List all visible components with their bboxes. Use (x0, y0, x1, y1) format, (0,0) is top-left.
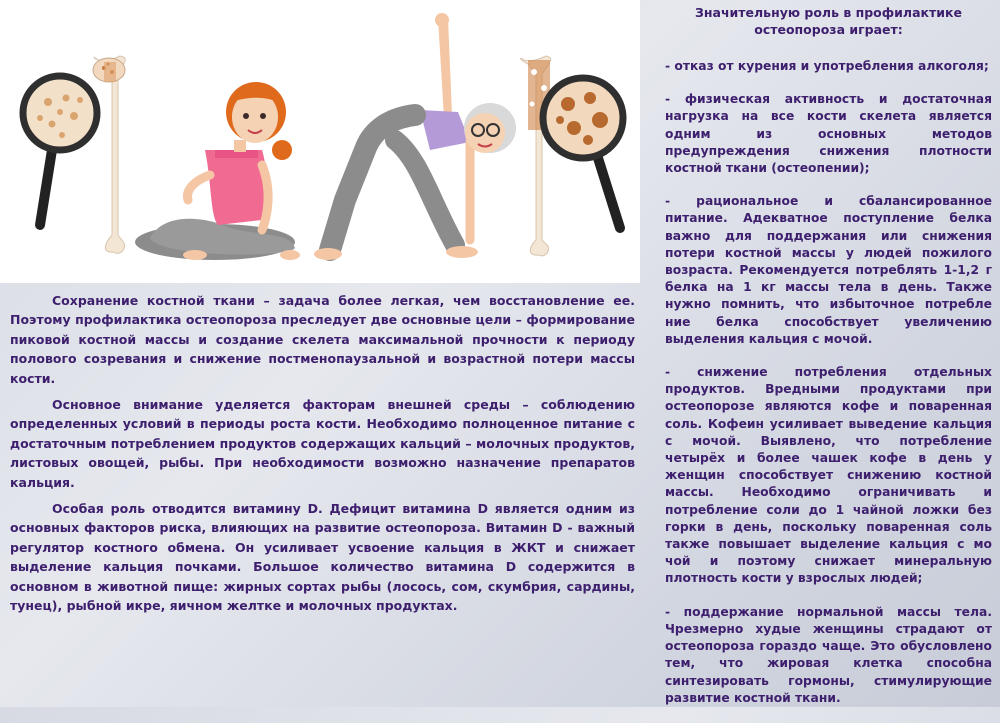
magnifier-porous-icon (543, 78, 623, 228)
young-woman-figure (135, 82, 300, 260)
porous-bone-icon (521, 56, 551, 256)
left-column-text (10, 291, 635, 623)
magnifier-healthy-icon (23, 76, 97, 225)
paragraph-vitamin-d: Особая роль отводится витамину D. Дефицит витамина D является одним из основных факторов риска, влияющих на развитие остеопороза. Витамин D - важный регулятор костного обмена. Он усиливает усвоение кальция в ЖКТ и снижает выделение кальция почками. Большое количество витамина D содержится в основном в животной пище: жирных сортах рыбы (лосось, сом, скумбрия, сардины, тунец), рыбной икре, яичном желтке и молочных продуктах. (10, 501, 635, 614)
list-item-physical-activity: - физическая активность и достаточная нагрузка на все кости скелета является одним из основных методов предупреждения снижения плотности костной ткани (остеопении); (665, 92, 992, 176)
elderly-woman-figure (314, 13, 516, 260)
paragraph-environment-factors: Основное внимание уделяется факторам внешней среды – соблюдению определенных условий в периоды роста кости. Необходимо полноценное питание с достаточным потреблением продуктов содержащих кальций – молочных продуктов, листовых овощей, рыбы. При необходимости возможно назначение препаратов кальция. (10, 397, 635, 490)
prevention-heading: Значительную роль в профилактике остеопороза играет: (695, 5, 962, 37)
list-item-nutrition: - рациональное и сбалансированное питание. Адекватное поступление белка важно для поддержания или снижения потери костной массы у людей пожилого возраста. Рекомендуется потреблять 1-1,2 г белка на 1 кг массы тела в день. Также нужно помнить, что избыточное потребле ние белка способствует увеличению выделения кальция с мочой. (665, 194, 992, 346)
right-column-text (665, 4, 992, 723)
list-item-food-limits: - снижение потребления отдельных продуктов. Вредными продуктами при остеопорозе являются кофе и поваренная соль. Кофеин усиливает выведение кальция с мочой. Выявлено, что потребление четырёх и более чашек кофе в день у женщин способствует снижению костной массы. Необходимо ограничивать и потребление соли до 1 чайной ложки без горки в день, поскольку поваренная соль также повышает выделение кальция с мо чой и поэтому снижает минеральную плотность кости у взрослых людей; (665, 365, 992, 586)
paragraph-bone-preservation: Сохранение костной ткани – задача более легкая, чем восстановление ее. Поэтому профилактика остеопороза преследует две основные цели – формирование пиковой костной массы и создание скелета максимальной прочности к периоду полового созревания и снижение постменопаузальной и возрастной потери массы кости. (10, 293, 635, 386)
healthy-bone-icon (93, 56, 125, 253)
list-item-smoking: - отказ от курения и употребления алкоголя; (665, 59, 989, 73)
osteoporosis-illustration (0, 0, 640, 283)
list-item-body-weight: - поддержание нормальной массы тела. Чрезмерно худые женщины страдают от остеопороза гораздо чаще. Это обусловлено тем, что жировая клетка способна синтезировать гормоны, стимулирующие развитие костной ткани. (665, 604, 992, 705)
